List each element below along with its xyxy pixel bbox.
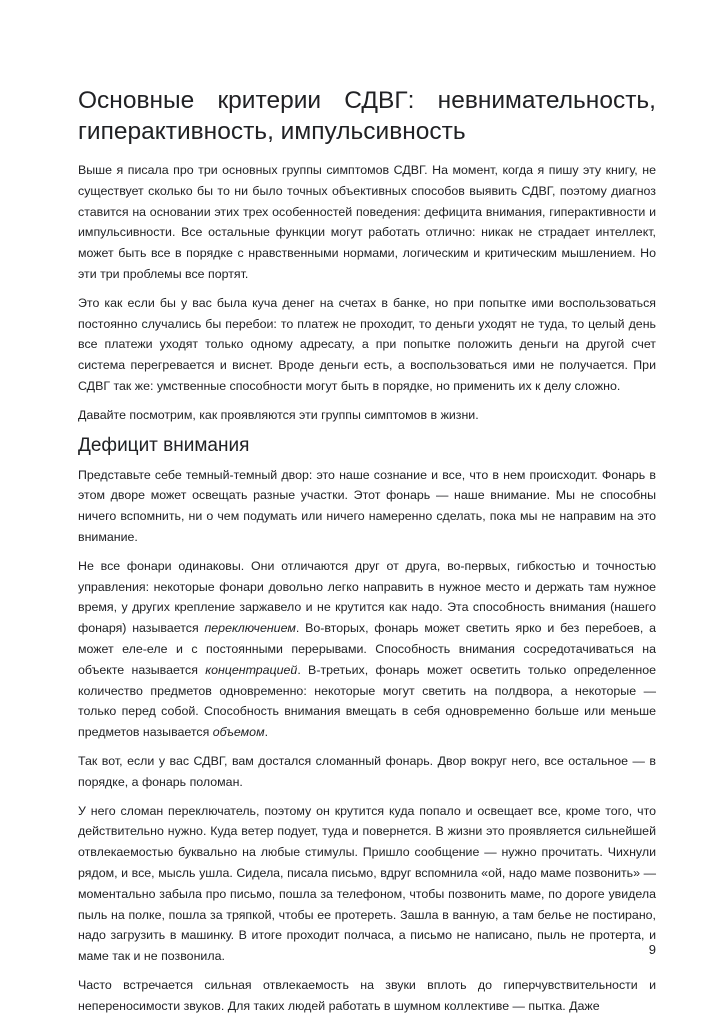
intro-paragraph-3: Давайте посмотрим, как проявляются эти группы симптомов в жизни. [78,407,479,422]
section-heading: Дефицит внимания [78,434,250,456]
page-number: 9 [648,942,656,957]
term-switching: переключением [204,621,296,636]
term-concentration: концентрацией [205,662,298,677]
section-paragraph-4: У него сломан переключатель, поэтому он крутится куда попало и освещает все, кроме того, что действительно нужно. Куда ветер подует, туда и повернется. В жизни это проявляется сильнейшей отвлекаемостью буквально на любые стимулы. Пришло сообщение — нужно прочитать. Чихнули рядом, и все, мысль ушла. Сидела, писала письмо, вдруг вспомнила «ой, надо маме позвонить» — моментально забыла про письмо, пошла за телефоном, чтобы позвонить маме, по дороге увидела пыль на полке, пошла за тряпкой, чтобы ее протереть. Зашла в ванную, а там белье не постирано, надо загрузить в машинку. В итоге проходит полчаса, а письмо не написано, пыль не протерта, и маме так и не позвонила. [78,803,656,964]
chapter-heading: Основные критерии СДВГ: невнимательность, гиперактивность, импульсивность [78,87,656,145]
section-paragraph-1: Представьте себе темный-темный двор: это наше сознание и все, что в нем происходит. Фонарь в этом дворе может освещать разные участки. Этот фонарь — наше внимание. Мы не способны ничего вспомнить, ни о чем подумать или ничего намеренно сделать, пока мы не направим на это внимание. [78,467,656,544]
text-run: . Во-вторых, фонарь может светить ярко и без перебоев, а может еле-еле и с постоянными перерывами. Способность внимания сосредотачиваться на объекте называется [78,621,656,677]
term-volume: объемом [212,725,265,740]
text-run: . В-третьих, фонарь может осветить только определенное количество предметов одновременно: некоторые могут светить на полдвора, а некоторые — только перед собой. Способность внимания вмещать в себя одновременно больше или меньше предметов называется [78,662,656,740]
intro-paragraph-2: Это как если бы у вас была куча денег на счетах в банке, но при попытке ими воспользоваться постоянно случались бы перебои: то платеж не проходит, то деньги уходят не туда, то целый день все платежи уходят только одному адресату, а при попытке положить деньги на другой счет система перегревается и виснет. Вроде деньги есть, а воспользоваться ими не получается. При СДВГ так же: умственные способности могут быть в порядке, но применить их к делу сложно. [78,295,656,393]
section-paragraph-5: Часто встречается сильная отвлекаемость на звуки вплоть до гиперчувствительности и непереносимости звуков. Для таких людей работать в шумном коллективе — пытка. Даже [78,977,656,1013]
intro-paragraph-1: Выше я писала про три основных группы симптомов СДВГ. На момент, когда я пишу эту книгу, не существует сколько бы то ни было точных объективных способов выявить СДВГ, поэтому диагноз ставится на основании этих трех особенностей поведения: дефицита внимания, гиперактивности и импульсивности. Все остальные функции могут работать отлично: никак не страдает интеллект, может быть все в порядке с нравственными нормами, логическим и критическим мышлением. Но эти три проблемы все портят. [78,163,656,281]
section-paragraph-3: Так вот, если у вас СДВГ, вам достался сломанный фонарь. Двор вокруг него, все остальное — в порядке, а фонарь поломан. [78,753,656,789]
page-content [78,85,656,1016]
text-run: Не все фонари одинаковы. Они отличаются друг от друга, во-первых, гибкостью и точностью управления: некоторые фонари довольно легко направить в нужное место и держать там нужное время, у других крепление заржавело и не крутится как надо. Эта способность внимания (нашего фонаря) называется [78,558,656,636]
text-run: . [264,725,269,740]
section-paragraph-2 [78,556,656,743]
